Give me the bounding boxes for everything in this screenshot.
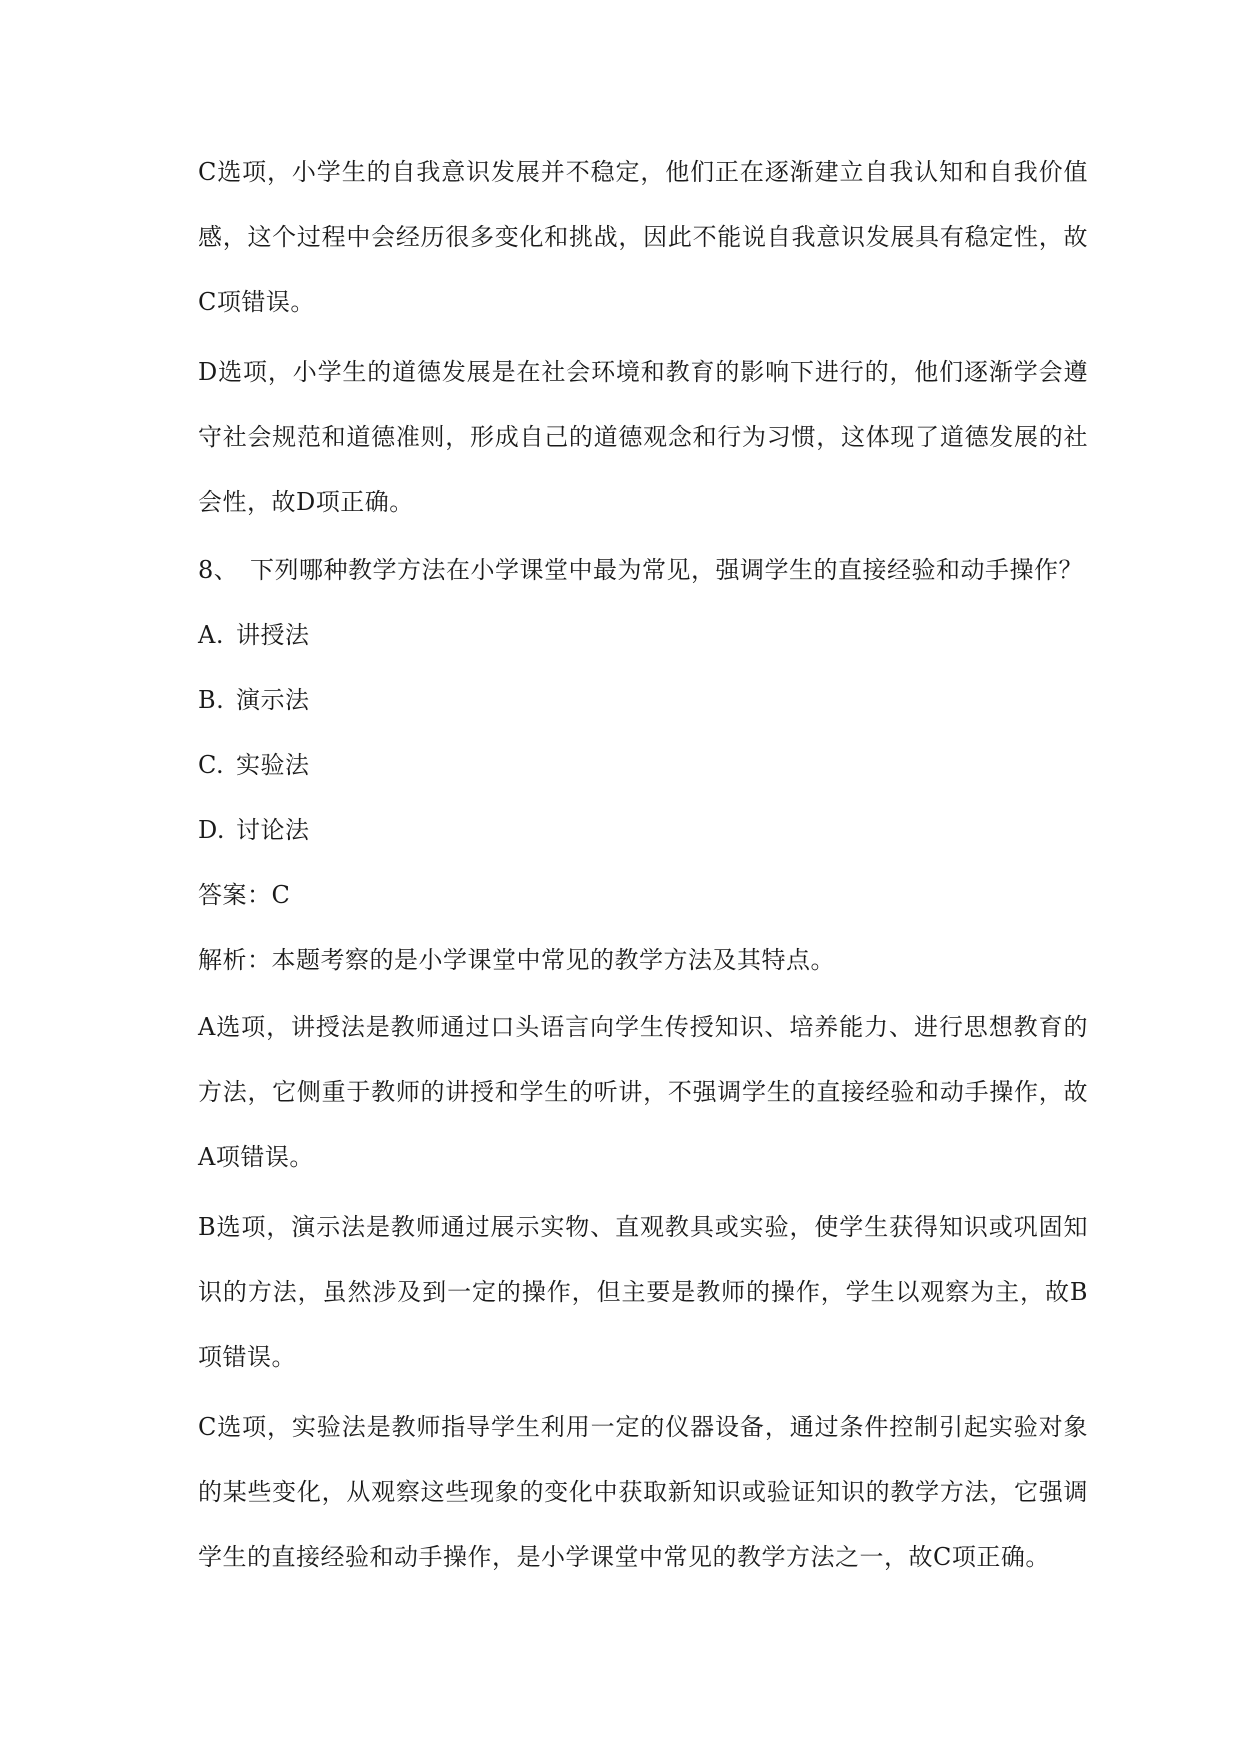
option-d — [198, 800, 1088, 860]
option-c — [198, 735, 1088, 795]
option-letter: C. — [198, 751, 225, 779]
option-text: 实验法 — [236, 751, 310, 779]
paragraph-option-d-previous: D选项，小学生的道德发展是在社会环境和教育的影响下进行的，他们逐渐学会遵守社会规范和道德准则，形成自己的道德观念和行为习惯，这体现了道德发展的社会性，故D项正确。 — [198, 358, 1088, 516]
analysis-intro: 解析：本题考察的是小学课堂中常见的教学方法及其特点。 — [198, 946, 835, 974]
analysis-option-b: B选项，演示法是教师通过展示实物、直观教具或实验，使学生获得知识或巩固知识的方法，虽然涉及到一定的操作，但主要是教师的操作，学生以观察为主，故B项错误。 — [198, 1213, 1088, 1371]
question-number: 8、 — [198, 556, 239, 584]
option-text: 讨论法 — [236, 816, 310, 844]
option-text: 演示法 — [236, 686, 310, 714]
option-a — [198, 605, 1088, 665]
option-letter: D. — [198, 816, 226, 844]
question-stem — [198, 540, 1088, 600]
answer-line: 答案：C — [198, 881, 291, 909]
question-text: 下列哪种教学方法在小学课堂中最为常见，强调学生的直接经验和动手操作？ — [250, 556, 1083, 584]
option-b — [198, 670, 1088, 730]
option-letter: A. — [198, 621, 224, 649]
analysis-option-a: A选项，讲授法是教师通过口头语言向学生传授知识、培养能力、进行思想教育的方法，它侧重于教师的讲授和学生的听讲，不强调学生的直接经验和动手操作，故A项错误。 — [198, 1013, 1088, 1171]
document-body — [198, 140, 1088, 1595]
analysis-option-c: C选项，实验法是教师指导学生利用一定的仪器设备，通过条件控制引起实验对象的某些变化，从观察这些现象的变化中获取新知识或验证知识的教学方法，它强调学生的直接经验和动手操作，是小学课堂中常见的教学方法之一，故C项正确。 — [198, 1413, 1088, 1571]
paragraph-option-c-previous: C选项，小学生的自我意识发展并不稳定，他们正在逐渐建立自我认知和自我价值感，这个过程中会经历很多变化和挑战，因此不能说自我意识发展具有稳定性，故C项错误。 — [198, 158, 1088, 316]
option-text: 讲授法 — [236, 621, 310, 649]
option-letter: B. — [198, 686, 225, 714]
